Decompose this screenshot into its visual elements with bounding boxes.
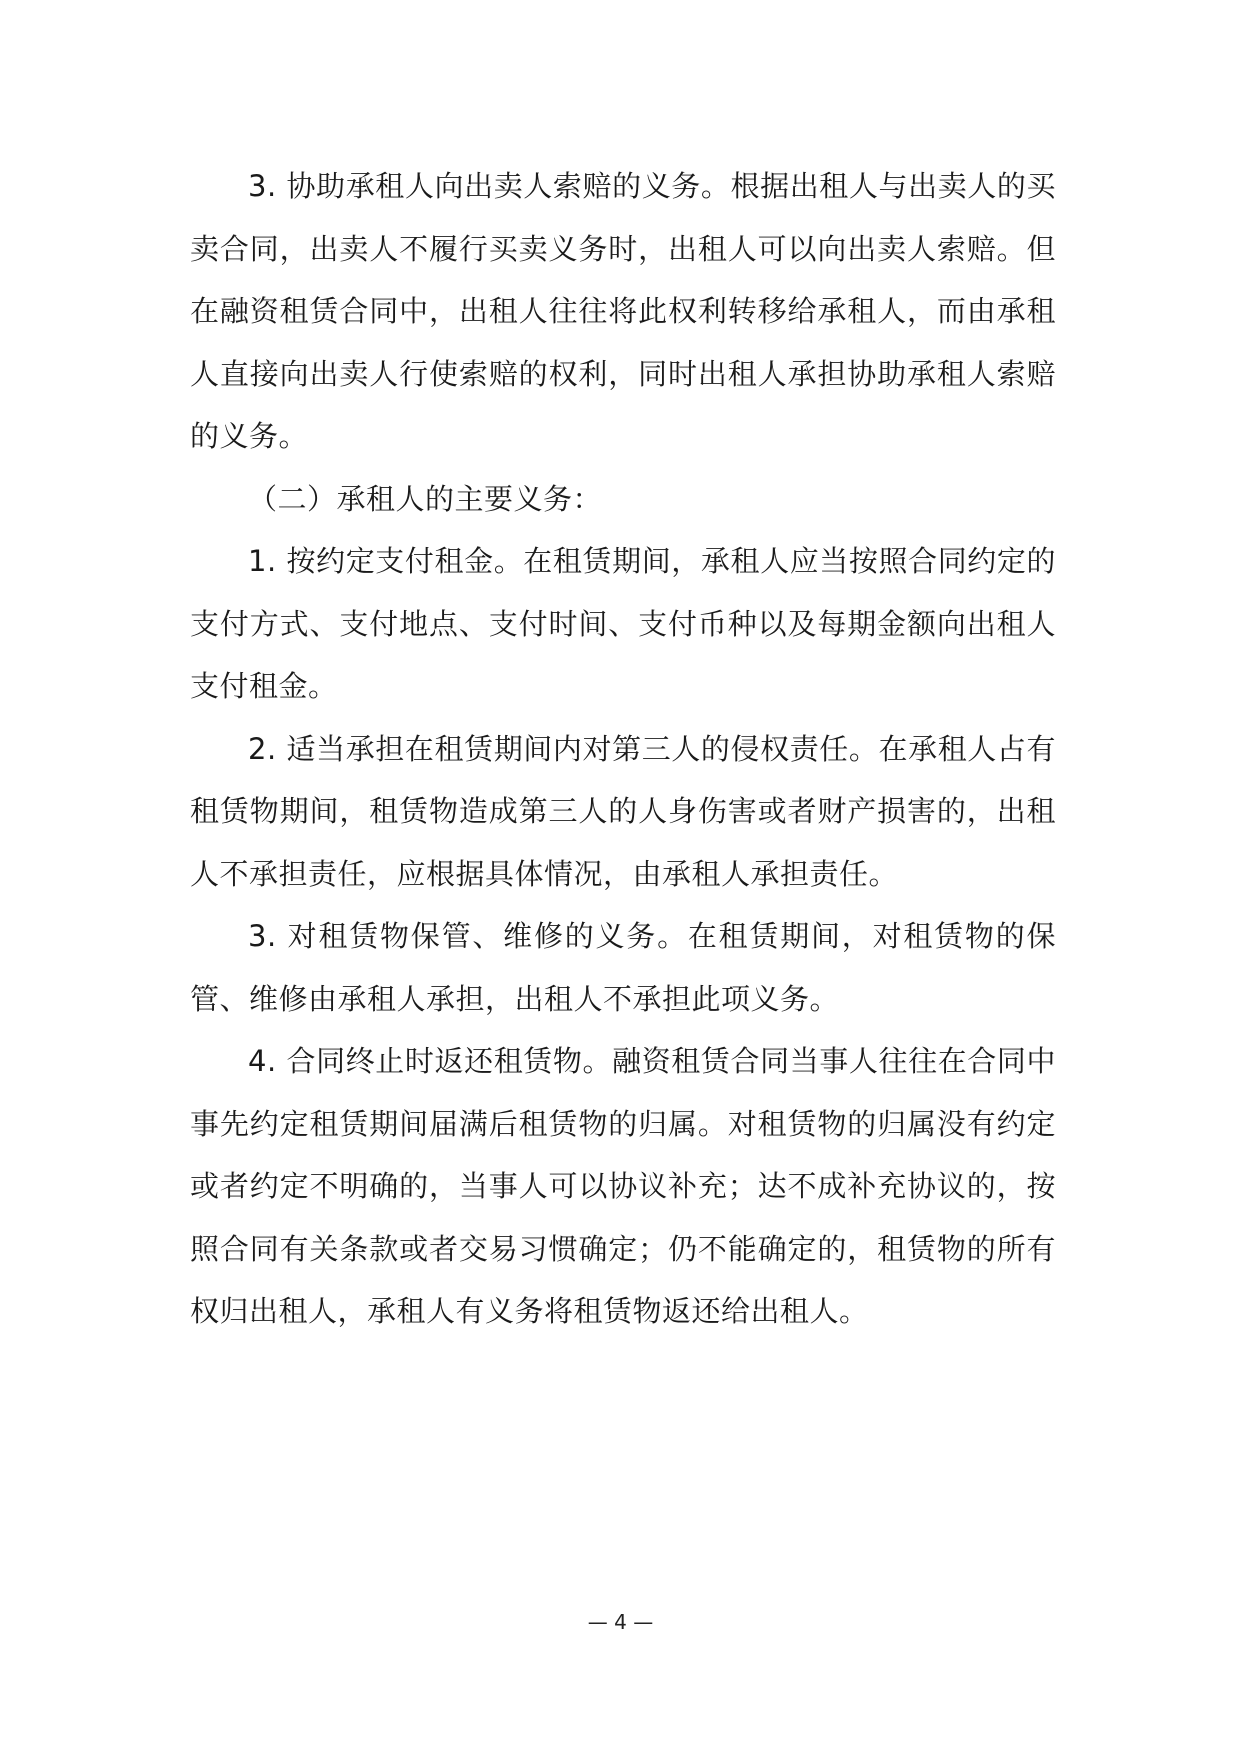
paragraph-pay-rent: 1. 按约定支付租金。在租赁期间，承租人应当按照合同约定的支付方式、支付地点、支付时间、支付币种以及每期金额向出租人支付租金。	[190, 544, 1056, 703]
section-heading-lessee-obligations: （二）承租人的主要义务：	[248, 481, 603, 516]
paragraph-return-leased-item: 4. 合同终止时返还租赁物。融资租赁合同当事人往往在合同中事先约定租赁期间届满后租赁物的归属。对租赁物的归属没有约定或者约定不明确的，当事人可以协议补充；达不成补充协议的，按照合同有关条款或者交易习惯确定；仍不能确定的，租赁物的所有权归出租人，承租人有义务将租赁物返还给出租人。	[190, 1044, 1056, 1328]
document-body	[190, 155, 1056, 1343]
paragraph-maintenance: 3. 对租赁物保管、维修的义务。在租赁期间，对租赁物的保管、维修由承租人承担，出租人不承担此项义务。	[190, 919, 1056, 1016]
paragraph-tort-liability: 2. 适当承担在租赁期间内对第三人的侵权责任。在承租人占有租赁物期间，租赁物造成第三人的人身伤害或者财产损害的，出租人不承担责任，应根据具体情况，由承租人承担责任。	[190, 731, 1056, 891]
paragraph-lessor-claim-assistance: 3. 协助承租人向出卖人索赔的义务。根据出租人与出卖人的买卖合同，出卖人不履行买卖义务时，出租人可以向出卖人索赔。但在融资租赁合同中，出租人往往将此权利转移给承租人，而由承租人直接向出卖人行使索赔的权利，同时出租人承担协助承租人索赔的义务。	[190, 169, 1056, 453]
page-number: — 4 —	[587, 1610, 654, 1634]
